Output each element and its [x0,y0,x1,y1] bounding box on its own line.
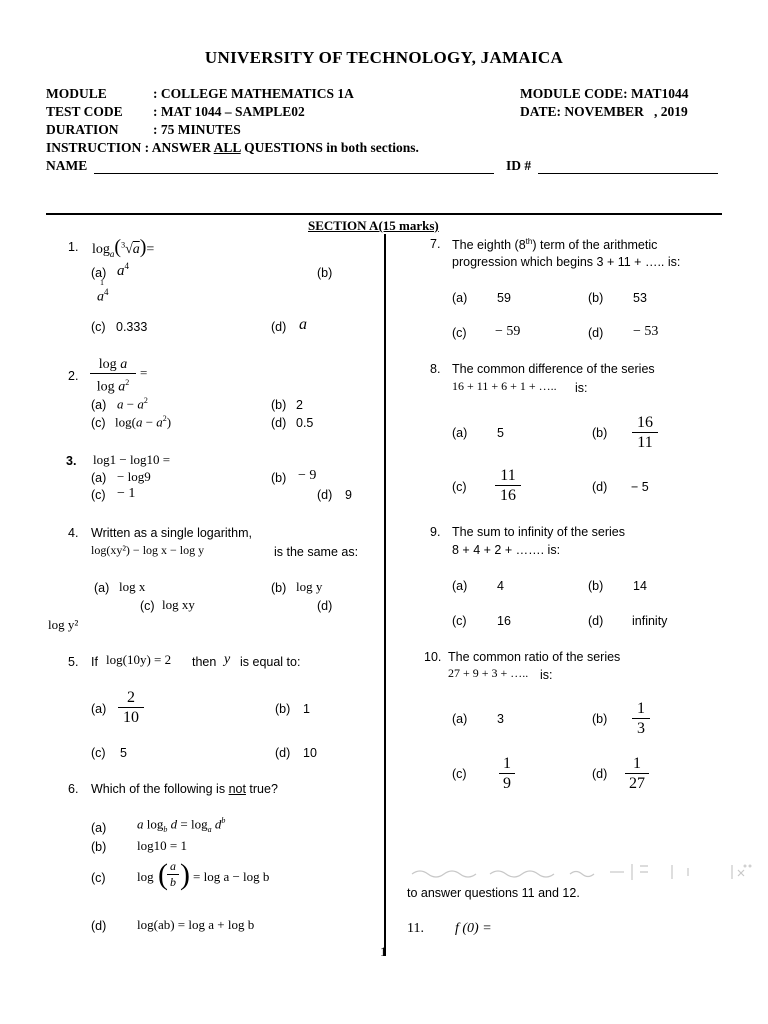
q4-option-b-label[interactable]: (b) [271,581,287,595]
q8-b-denominator: 11 [637,434,653,451]
q5-stem-if: If [91,655,98,669]
q6-option-b-value[interactable]: log10 = 1 [137,838,187,853]
q1-option-d-value[interactable]: a [299,316,307,333]
q8-option-b-value[interactable] [632,414,658,451]
q4-option-d-label[interactable]: (d) [317,599,333,613]
q1-option-c-value[interactable]: 0.333 [116,320,148,334]
q6-stem-post: true? [245,782,278,796]
q10-option-a-value[interactable]: 3 [497,712,504,726]
q6-stem-not: not [228,782,246,796]
q3-option-a-value[interactable]: − log9 [117,469,151,484]
q10-c-numerator: 1 [503,755,511,772]
q5-option-b-label[interactable]: (b) [275,702,291,716]
q8-c-denominator: 16 [500,487,516,504]
q5-option-d-value[interactable]: 10 [303,746,317,760]
q4-option-a-label[interactable]: (a) [94,581,110,595]
test-code-value: : MAT 1044 – SAMPLE02 [153,104,305,119]
q1-option-c-label[interactable]: (c) [91,320,106,334]
q2-option-c-value[interactable]: $\log(a - a^2)$ [115,414,172,430]
q5-stem-math: log(10y) = 2 [106,652,172,667]
q1-option-b-value[interactable]: $^1a^4$ [97,278,109,305]
q5-option-d-label[interactable]: (d) [275,746,291,760]
q8-option-c-label[interactable]: (c) [452,480,467,494]
page-number: 1 [380,944,387,959]
q9-option-a-value[interactable]: 4 [497,579,504,593]
module-code: MODULE CODE: MAT1044 [520,86,689,101]
q9-line1: The sum to infinity of the series [452,525,625,539]
q1-stem: $\log_a(^3√a)=$ [92,236,155,259]
q5-option-a-label[interactable]: (a) [91,702,107,716]
q7-option-b-label[interactable]: (b) [588,291,604,305]
q6-option-c-value[interactable]: = log a − log b [193,869,270,884]
q7-option-a-label[interactable]: (a) [452,291,468,305]
q5-a-numerator: 2 [127,689,135,706]
q2-option-d-label[interactable]: (d) [271,416,287,430]
q8-b-numerator: 16 [637,414,653,431]
q5-a-denominator: 10 [123,709,139,726]
q2-option-a-label[interactable]: (a) [91,398,107,412]
q8-line2-math: 16 + 11 + 6 + 1 + ….. [452,379,557,393]
q9-option-a-label[interactable]: (a) [452,579,468,593]
q6-option-c-rparen: ) [180,858,190,891]
q10-option-a-label[interactable]: (a) [452,712,468,726]
q10-option-b-value[interactable] [632,700,650,737]
q11-stem: f (0) = [455,921,492,936]
q9-option-d-value[interactable]: infinity [632,614,668,628]
q9-option-b-value[interactable]: 14 [633,579,647,593]
q10-line2-math: 27 + 9 + 3 + ….. [448,666,529,680]
q3-option-d-value[interactable]: 9 [345,488,352,502]
q6-option-c-label[interactable]: (c) [91,871,106,885]
q10-option-d-value[interactable] [625,755,649,792]
q10-option-c-value[interactable] [499,755,515,792]
id-line[interactable] [538,173,718,174]
q6-option-a-label[interactable]: (a) [91,821,107,835]
q1-option-a-value[interactable]: $a^4$ [117,261,129,279]
q4-line1: Written as a single logarithm, [91,526,252,540]
q1-option-d-label[interactable]: (d) [271,320,287,334]
q7-option-b-value[interactable]: 53 [633,291,647,305]
q10-line2-end: is: [540,668,553,682]
q7-option-a-value[interactable]: 59 [497,291,511,305]
q5-stem-var: y [224,652,231,667]
q5-stem-then: then [192,655,217,669]
q6-number: 6. [68,782,79,796]
q8-c-numerator: 11 [500,467,516,484]
q5-option-c-value[interactable]: 5 [120,746,127,760]
q5-option-c-label[interactable]: (c) [91,746,106,760]
q2-stem-fraction: log a $\log a^2$ [90,357,136,395]
q3-option-d-label[interactable]: (d) [317,488,333,502]
section-title: SECTION A(15 marks) [308,218,439,233]
q6-option-d-value[interactable]: log(ab) = log a + log b [137,917,255,932]
test-date: DATE: NOVEMBER , 2019 [520,104,688,119]
module-value: : COLLEGE MATHEMATICS 1A [153,86,354,101]
instruction-prefix: INSTRUCTION : ANSWER [46,140,214,155]
q7-line1-sup: th [525,237,533,246]
q4-option-d-value[interactable]: log y² [48,617,79,632]
q2-option-a-value[interactable]: $a - a^2$ [117,396,148,412]
q3-option-c-label[interactable]: (c) [91,488,106,502]
q10-b-numerator: 1 [637,700,645,717]
module-label: MODULE [46,86,107,101]
q7-option-d-label[interactable]: (d) [588,326,604,340]
q7-line1-end: ) term of the arithmetic [532,238,658,253]
test-code-label: TEST CODE [46,104,123,119]
id-label: ID # [506,158,532,173]
q6-option-c-fraction: a b [167,860,179,889]
q4-option-a-value[interactable]: log x [119,579,146,594]
q6-stem-pre: Which of the following is [91,782,229,796]
page-title: UNIVERSITY OF TECHNOLOGY, JAMAICA [204,48,564,67]
q9-number: 9. [430,525,441,539]
q2-option-b-label[interactable]: (b) [271,398,287,412]
q4-line2-text: is the same as: [274,545,359,559]
q7-option-c-value[interactable]: − 59 [495,324,521,339]
q10-number: 10. [424,650,442,664]
q5-stem-end: is equal to: [240,655,301,669]
q8-option-a-label[interactable]: (a) [452,426,468,440]
q7-line1-text: The eighth (8 [452,238,526,253]
q3-option-b-value[interactable]: − 9 [298,468,317,483]
q10-d-numerator: 1 [633,755,641,772]
q3-option-c-value[interactable]: − 1 [117,486,136,501]
q9-line2: 8 + 4 + 2 + ……. is: [452,543,561,557]
q2-option-d-value[interactable]: 0.5 [296,416,314,430]
q7-option-c-label[interactable]: (c) [452,326,467,340]
q4-line2-math: log(xy²) − log x − log y [91,543,205,557]
q8-line1: The common difference of the series [452,362,655,376]
q10-line1: The common ratio of the series [448,650,621,664]
q5-option-b-value[interactable]: 1 [303,702,310,716]
q10-b-denominator: 3 [637,720,645,737]
q7-line1 [452,237,657,252]
q6-stem [91,782,278,796]
instruction [46,140,419,156]
faded-function-definition [410,860,755,882]
q8-number: 8. [430,362,441,376]
q11-intro: to answer questions 11 and 12. [407,886,580,900]
q9-option-c-value[interactable]: 16 [497,614,511,628]
duration-label: DURATION [46,122,119,137]
q11-number: 11. [407,921,424,936]
q6-option-c-log[interactable]: log [137,869,154,884]
q6-option-a-value[interactable]: a $\log_b d = \log_a d^b$ [137,816,226,834]
duration-value: : 75 MINUTES [153,122,241,137]
q5-option-a-value[interactable] [118,689,144,726]
name-line[interactable] [94,173,494,174]
q2-stem-equals: = [140,365,148,380]
q6-option-b-label[interactable]: (b) [91,840,107,854]
header-divider [46,213,722,215]
instruction-suffix: QUESTIONS in both sections. [240,140,419,155]
q3-option-a-label[interactable]: (a) [91,471,107,485]
q2-option-c-label[interactable]: (c) [91,416,106,430]
instruction-all: ALL [213,140,241,155]
q1-number: 1. [68,240,79,254]
q3-option-b-label[interactable]: (b) [271,471,287,485]
q9-option-c-label[interactable]: (c) [452,614,467,628]
q3-number: 3. [66,454,77,468]
q4-option-c-value[interactable]: log xy [162,597,195,612]
q8-option-a-value[interactable]: 5 [497,426,504,440]
q1-option-a-label[interactable]: (a) [91,266,107,280]
q10-c-denominator: 9 [503,775,511,792]
q4-number: 4. [68,526,79,540]
q8-option-b-label[interactable]: (b) [592,426,608,440]
q8-option-c-value[interactable] [495,467,521,504]
q6-option-d-label[interactable]: (d) [91,919,107,933]
q8-option-d-value[interactable]: − 5 [631,480,649,494]
column-divider [384,234,386,956]
q2-number: 2. [68,369,79,383]
q9-option-b-label[interactable]: (b) [588,579,604,593]
q2-option-b-value[interactable]: 2 [296,398,303,412]
q10-option-d-label[interactable]: (d) [592,767,608,781]
q9-option-d-label[interactable]: (d) [588,614,604,628]
q7-option-d-value[interactable]: − 53 [633,324,659,339]
q6-option-c-lparen: ( [158,858,168,891]
q10-d-denominator: 27 [629,775,645,792]
q4-option-b-value[interactable]: log y [296,579,323,594]
name-label: NAME [46,158,88,173]
q10-option-c-label[interactable]: (c) [452,767,467,781]
q3-stem: log1 − log10 = [93,452,171,467]
q7-number: 7. [430,237,441,251]
q10-option-b-label[interactable]: (b) [592,712,608,726]
q4-option-c-label[interactable]: (c) [140,599,155,613]
q8-line2-end: is: [575,381,588,395]
q1-option-b-label[interactable]: (b) [317,266,333,280]
q5-number: 5. [68,655,79,669]
q7-line2: progression which begins 3 + 11 + ….. is: [452,255,681,269]
q8-option-d-label[interactable]: (d) [592,480,608,494]
